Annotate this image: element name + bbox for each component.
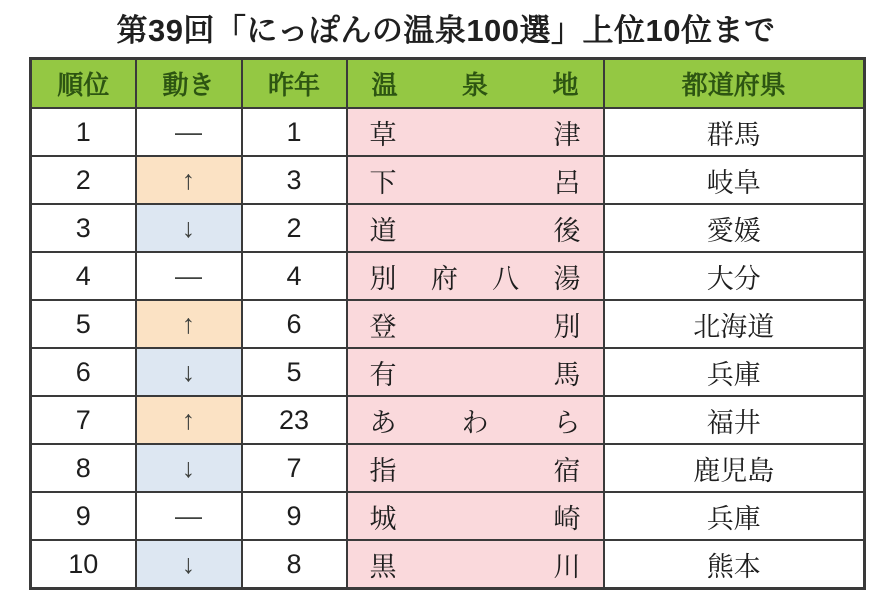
table-row	[31, 252, 865, 300]
onsen-name-cell	[347, 396, 604, 444]
col-header-rank: 順位	[31, 59, 136, 109]
onsen-name-cell	[347, 156, 604, 204]
table-row	[31, 300, 865, 348]
onsen-name-cell	[347, 108, 604, 156]
rank-cell: 1	[31, 108, 136, 156]
onsen-name: 指 宿	[369, 455, 581, 486]
rank-cell: 3	[31, 204, 136, 252]
table-row	[31, 444, 865, 492]
col-header-prefecture: 都道府県	[604, 59, 865, 109]
onsen-name: 黒 川	[369, 551, 581, 582]
table-row	[31, 156, 865, 204]
rank-cell: 6	[31, 348, 136, 396]
onsen-name: 登 別	[369, 311, 581, 342]
prefecture-cell: 群馬	[604, 108, 865, 156]
move-cell: ↓	[136, 204, 242, 252]
last-year-cell: 2	[242, 204, 347, 252]
table-row	[31, 492, 865, 540]
table-row	[31, 396, 865, 444]
prefecture-cell: 熊本	[604, 540, 865, 589]
move-cell: ↓	[136, 540, 242, 589]
onsen-name-cell	[347, 444, 604, 492]
onsen-ranking-table	[29, 57, 866, 590]
rank-cell: 7	[31, 396, 136, 444]
move-cell: ↑	[136, 300, 242, 348]
last-year-cell: 6	[242, 300, 347, 348]
move-cell: ↑	[136, 396, 242, 444]
prefecture-cell: 鹿児島	[604, 444, 865, 492]
table-row	[31, 204, 865, 252]
prefecture-cell: 兵庫	[604, 348, 865, 396]
onsen-name: 下 呂	[369, 167, 581, 198]
prefecture-cell: 岐阜	[604, 156, 865, 204]
last-year-cell: 7	[242, 444, 347, 492]
rank-cell: 10	[31, 540, 136, 589]
last-year-cell: 4	[242, 252, 347, 300]
onsen-name-cell	[347, 540, 604, 589]
table-row	[31, 348, 865, 396]
onsen-name: あ わ ら	[369, 407, 581, 438]
last-year-cell: 1	[242, 108, 347, 156]
page-title: 第39回「にっぽんの温泉100選」上位10位まで	[116, 13, 776, 48]
prefecture-cell: 福井	[604, 396, 865, 444]
onsen-name-cell	[347, 300, 604, 348]
col-header-onsen	[347, 59, 604, 109]
rank-cell: 5	[31, 300, 136, 348]
prefecture-cell: 兵庫	[604, 492, 865, 540]
rank-cell: 2	[31, 156, 136, 204]
onsen-name-cell	[347, 204, 604, 252]
onsen-name-cell	[347, 252, 604, 300]
col-header-onsen-label: 温 泉 地	[371, 70, 579, 100]
onsen-name: 草 津	[369, 119, 581, 150]
prefecture-cell: 大分	[604, 252, 865, 300]
table-row	[31, 540, 865, 589]
header-row	[31, 59, 865, 109]
onsen-name: 有 馬	[369, 359, 581, 390]
onsen-name-cell	[347, 492, 604, 540]
last-year-cell: 8	[242, 540, 347, 589]
col-header-last-year: 昨年	[242, 59, 347, 109]
onsen-name: 城 崎	[369, 503, 581, 534]
move-cell: ↓	[136, 348, 242, 396]
last-year-cell: 9	[242, 492, 347, 540]
last-year-cell: 5	[242, 348, 347, 396]
col-header-move: 動き	[136, 59, 242, 109]
move-cell: ↑	[136, 156, 242, 204]
prefecture-cell: 愛媛	[604, 204, 865, 252]
last-year-cell: 23	[242, 396, 347, 444]
last-year-cell: 3	[242, 156, 347, 204]
onsen-name: 別 府 八 湯	[369, 263, 581, 294]
rank-cell: 8	[31, 444, 136, 492]
prefecture-cell: 北海道	[604, 300, 865, 348]
rank-cell: 9	[31, 492, 136, 540]
move-cell: ↓	[136, 444, 242, 492]
table-row	[31, 108, 865, 156]
rank-cell: 4	[31, 252, 136, 300]
move-cell: —	[136, 108, 242, 156]
move-cell: —	[136, 492, 242, 540]
move-cell: —	[136, 252, 242, 300]
onsen-name-cell	[347, 348, 604, 396]
onsen-name: 道 後	[369, 215, 581, 246]
